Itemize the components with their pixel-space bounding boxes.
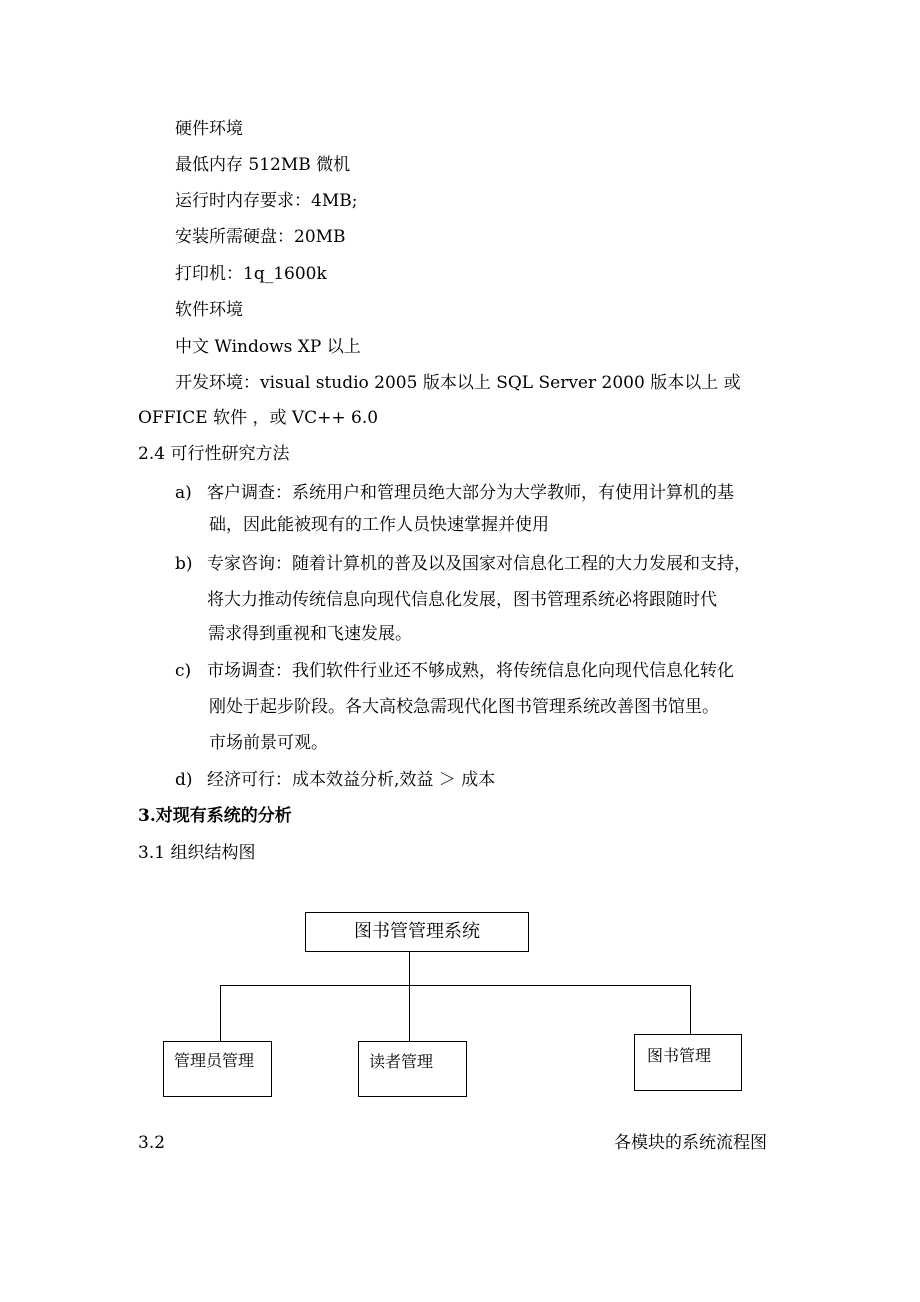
feasibility-item-b-line3: 需求得到重视和飞速发展。: [208, 624, 412, 644]
org-connector-bus: [220, 985, 691, 986]
hardware-memory-min: 最低内存 512MB 微机: [175, 155, 351, 175]
org-child-admin-box: 管理员管理: [163, 1041, 272, 1097]
feasibility-item-b-line1: 专家咨询：随着计算机的普及以及国家对信息化工程的大力发展和支持，: [207, 554, 751, 574]
section3-sub2-title: 各模块的系统流程图: [614, 1133, 767, 1153]
section3-sub2-number: 3.2: [138, 1133, 166, 1153]
org-connector-left: [220, 985, 221, 1041]
feasibility-item-c-marker: c): [175, 661, 192, 681]
feasibility-item-d-marker: d): [175, 770, 193, 790]
software-heading: 软件环境: [175, 300, 243, 320]
hardware-printer: 打印机：1q_1600k: [175, 264, 327, 284]
software-dev-env-line1: 开发环境：visual studio 2005 版本以上 SQL Server 2000 版本以上 或: [175, 373, 741, 393]
feasibility-item-d-line1: 经济可行：成本效益分析,效益 ＞ 成本: [207, 770, 496, 790]
feasibility-item-c-line1: 市场调查：我们软件行业还不够成熟，将传统信息化向现代信息化转化: [207, 661, 734, 681]
org-connector-root: [409, 952, 410, 985]
feasibility-item-c-line3: 市场前景可观。: [209, 733, 328, 753]
feasibility-item-a-marker: a): [175, 483, 192, 503]
org-root-box: 图书管管理系统: [305, 912, 529, 952]
org-connector-right: [690, 985, 691, 1035]
hardware-runtime-memory: 运行时内存要求：4MB;: [175, 191, 358, 211]
section3-sub1: 3.1 组织结构图: [138, 843, 256, 863]
hardware-heading: 硬件环境: [175, 119, 243, 139]
feasibility-heading: 2.4 可行性研究方法: [138, 444, 290, 464]
org-child-reader-box: 读者管理: [358, 1041, 467, 1097]
software-dev-env-line2: OFFICE 软件 ，或 VC++ 6.0: [138, 408, 379, 428]
feasibility-item-c-line2: 刚处于起步阶段。各大高校急需现代化图书管理系统改善图书馆里。: [209, 697, 719, 717]
feasibility-item-a-line2: 础，因此能被现有的工作人员快速掌握并使用: [209, 515, 549, 535]
org-child-book-box: 图书管理: [634, 1034, 742, 1091]
software-os: 中文 Windows XP 以上: [175, 337, 361, 357]
feasibility-item-b-line2: 将大力推动传统信息向现代信息化发展，图书管理系统必将跟随时代: [207, 590, 717, 610]
hardware-disk: 安装所需硬盘：20MB: [175, 227, 346, 247]
feasibility-item-a-line1: 客户调查：系统用户和管理员绝大部分为大学教师，有使用计算机的基: [207, 483, 734, 503]
feasibility-item-b-marker: b): [175, 554, 193, 574]
org-connector-middle: [409, 985, 410, 1041]
section3-heading: 3.对现有系统的分析: [138, 806, 292, 826]
